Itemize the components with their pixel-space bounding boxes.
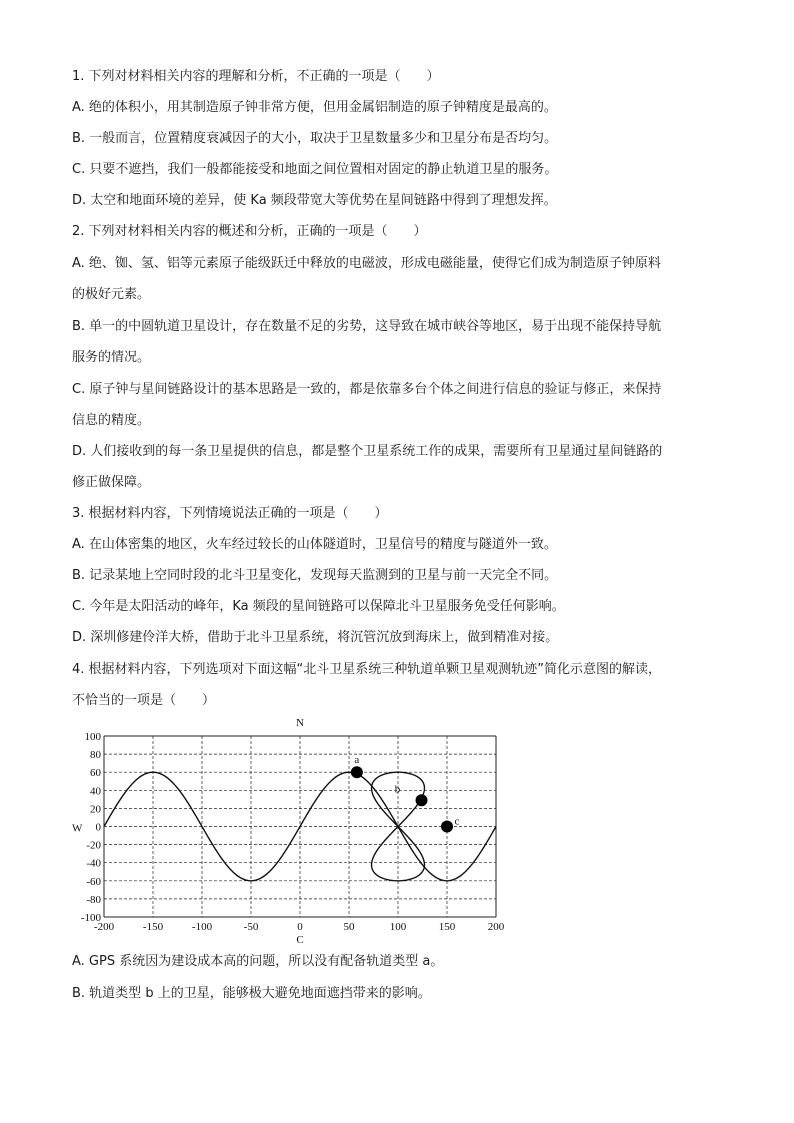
y-tick-label: -100 [80,912,101,924]
axis-label-west: W [72,822,83,835]
question-4-option-a: A. GPS 系统因为建设成本高的问题，所以没有配备轨道类型 a。 [72,954,444,969]
x-tick-label: 200 [487,921,505,933]
question-1-stem: 1. 下列对材料相关内容的理解和分析，不正确的一项是（ ） [72,69,440,84]
question-1-option-a: A. 绝的体积小，用其制造原子钟非常方便，但用金属铝制造的原子钟精度是最高的。 [72,100,557,115]
axis-label-north: N [296,717,304,729]
orbit-b-satellite-marker [416,794,428,806]
question-1-option-b: B. 一般而言，位置精度衰减因子的大小，取决于卫星数量多少和卫星分布是否均匀。 [72,131,558,146]
orbit-chart [62,712,512,948]
y-tick-label: 0 [95,821,101,834]
y-tick-label: -60 [86,875,101,888]
x-tick-label: 100 [389,921,407,933]
y-tick-label: 60 [90,767,101,780]
question-2-option-a: A. 绝、铷、氢、铝等元素原子能级跃迁中释放的电磁波，形成电磁能量，使得它们成为制造原子钟原料 [72,256,661,271]
x-tick-label: -200 [93,921,115,933]
y-tick-label: 40 [90,785,101,798]
question-3-option-b: B. 记录某地上空同时段的北斗卫星变化，发现每天监测到的卫星与前一天完全不同。 [72,568,558,583]
y-tick-label: 100 [84,731,101,743]
question-2-option-b-cont: 服务的情况。 [72,350,151,365]
y-tick-label: -40 [86,857,101,870]
orbit-a-label: a [354,754,360,767]
orbit-a-satellite-marker [351,766,363,778]
question-4-stem: 4. 根据材料内容，下列选项对下面这幅“北斗卫星系统三种轨道单颗卫星观测轨迹”简化示意图的解读， [72,662,662,677]
question-3-option-c: C. 今年是太阳活动的峰年，Ka 频段的星间链路可以保障北斗卫星服务免受任何影响。 [72,599,565,614]
y-tick-label: 80 [90,749,101,762]
x-tick-label: 0 [297,921,303,933]
orbit-b-label: b [394,783,401,796]
axis-label-south: C [296,934,304,946]
question-3-stem: 3. 根据材料内容，下列情境说法正确的一项是（ ） [72,506,388,521]
question-3-option-d: D. 深圳修建伶洋大桥，借助于北斗卫星系统，将沉管沉放到海床上，做到精准对接。 [72,630,559,645]
label-layer [72,717,505,946]
question-4-stem-cont: 不恰当的一项是（ ） [72,693,216,708]
question-2-stem: 2. 下列对材料相关内容的概述和分析，正确的一项是（ ） [72,224,427,239]
question-2-option-a-cont: 的极好元素。 [72,287,151,302]
question-3-option-a: A. 在山体密集的地区，火车经过较长的山体隧道时，卫星信号的精度与隧道外一致。 [72,537,557,552]
question-4-option-b: B. 轨道类型 b 上的卫星，能够极大避免地面遮挡带来的影响。 [72,986,431,1001]
orbit-c-satellite-marker [441,821,453,833]
question-2-option-b: B. 单一的中圆轨道卫星设计，存在数量不足的劣势，这导致在城市峡谷等地区，易于出现不能保持导航 [72,319,662,334]
x-tick-label: -50 [243,921,259,933]
question-2-option-d: D. 人们接收到的每一条卫星提供的信息，都是整个卫星系统工作的成果，需要所有卫星通过星间链路的 [72,444,663,459]
x-tick-label: -100 [191,921,213,933]
question-1-option-c: C. 只要不遮挡，我们一般都能接受和地面之间位置相对固定的静止轨道卫星的服务。 [72,162,558,177]
orbit-c-label: c [454,815,460,828]
question-2-option-c: C. 原子钟与星间链路设计的基本思路是一致的，都是依靠多台个体之间进行信息的验证与修正，来保持 [72,382,662,397]
x-tick-label: 150 [438,921,456,933]
orbit-chart-svg [62,712,512,948]
x-tick-label: 50 [343,921,355,933]
x-tick-label: -150 [142,921,164,933]
y-tick-label: 20 [90,803,101,816]
y-tick-label: -80 [86,893,101,906]
y-tick-label: -20 [86,839,101,852]
question-1-option-d: D. 太空和地面环境的差异，使 Ka 频段带宽大等优势在星间链路中得到了理想发挥。 [72,193,557,208]
question-2-option-c-cont: 信息的精度。 [72,413,151,428]
question-2-option-d-cont: 修正做保障。 [72,475,151,490]
